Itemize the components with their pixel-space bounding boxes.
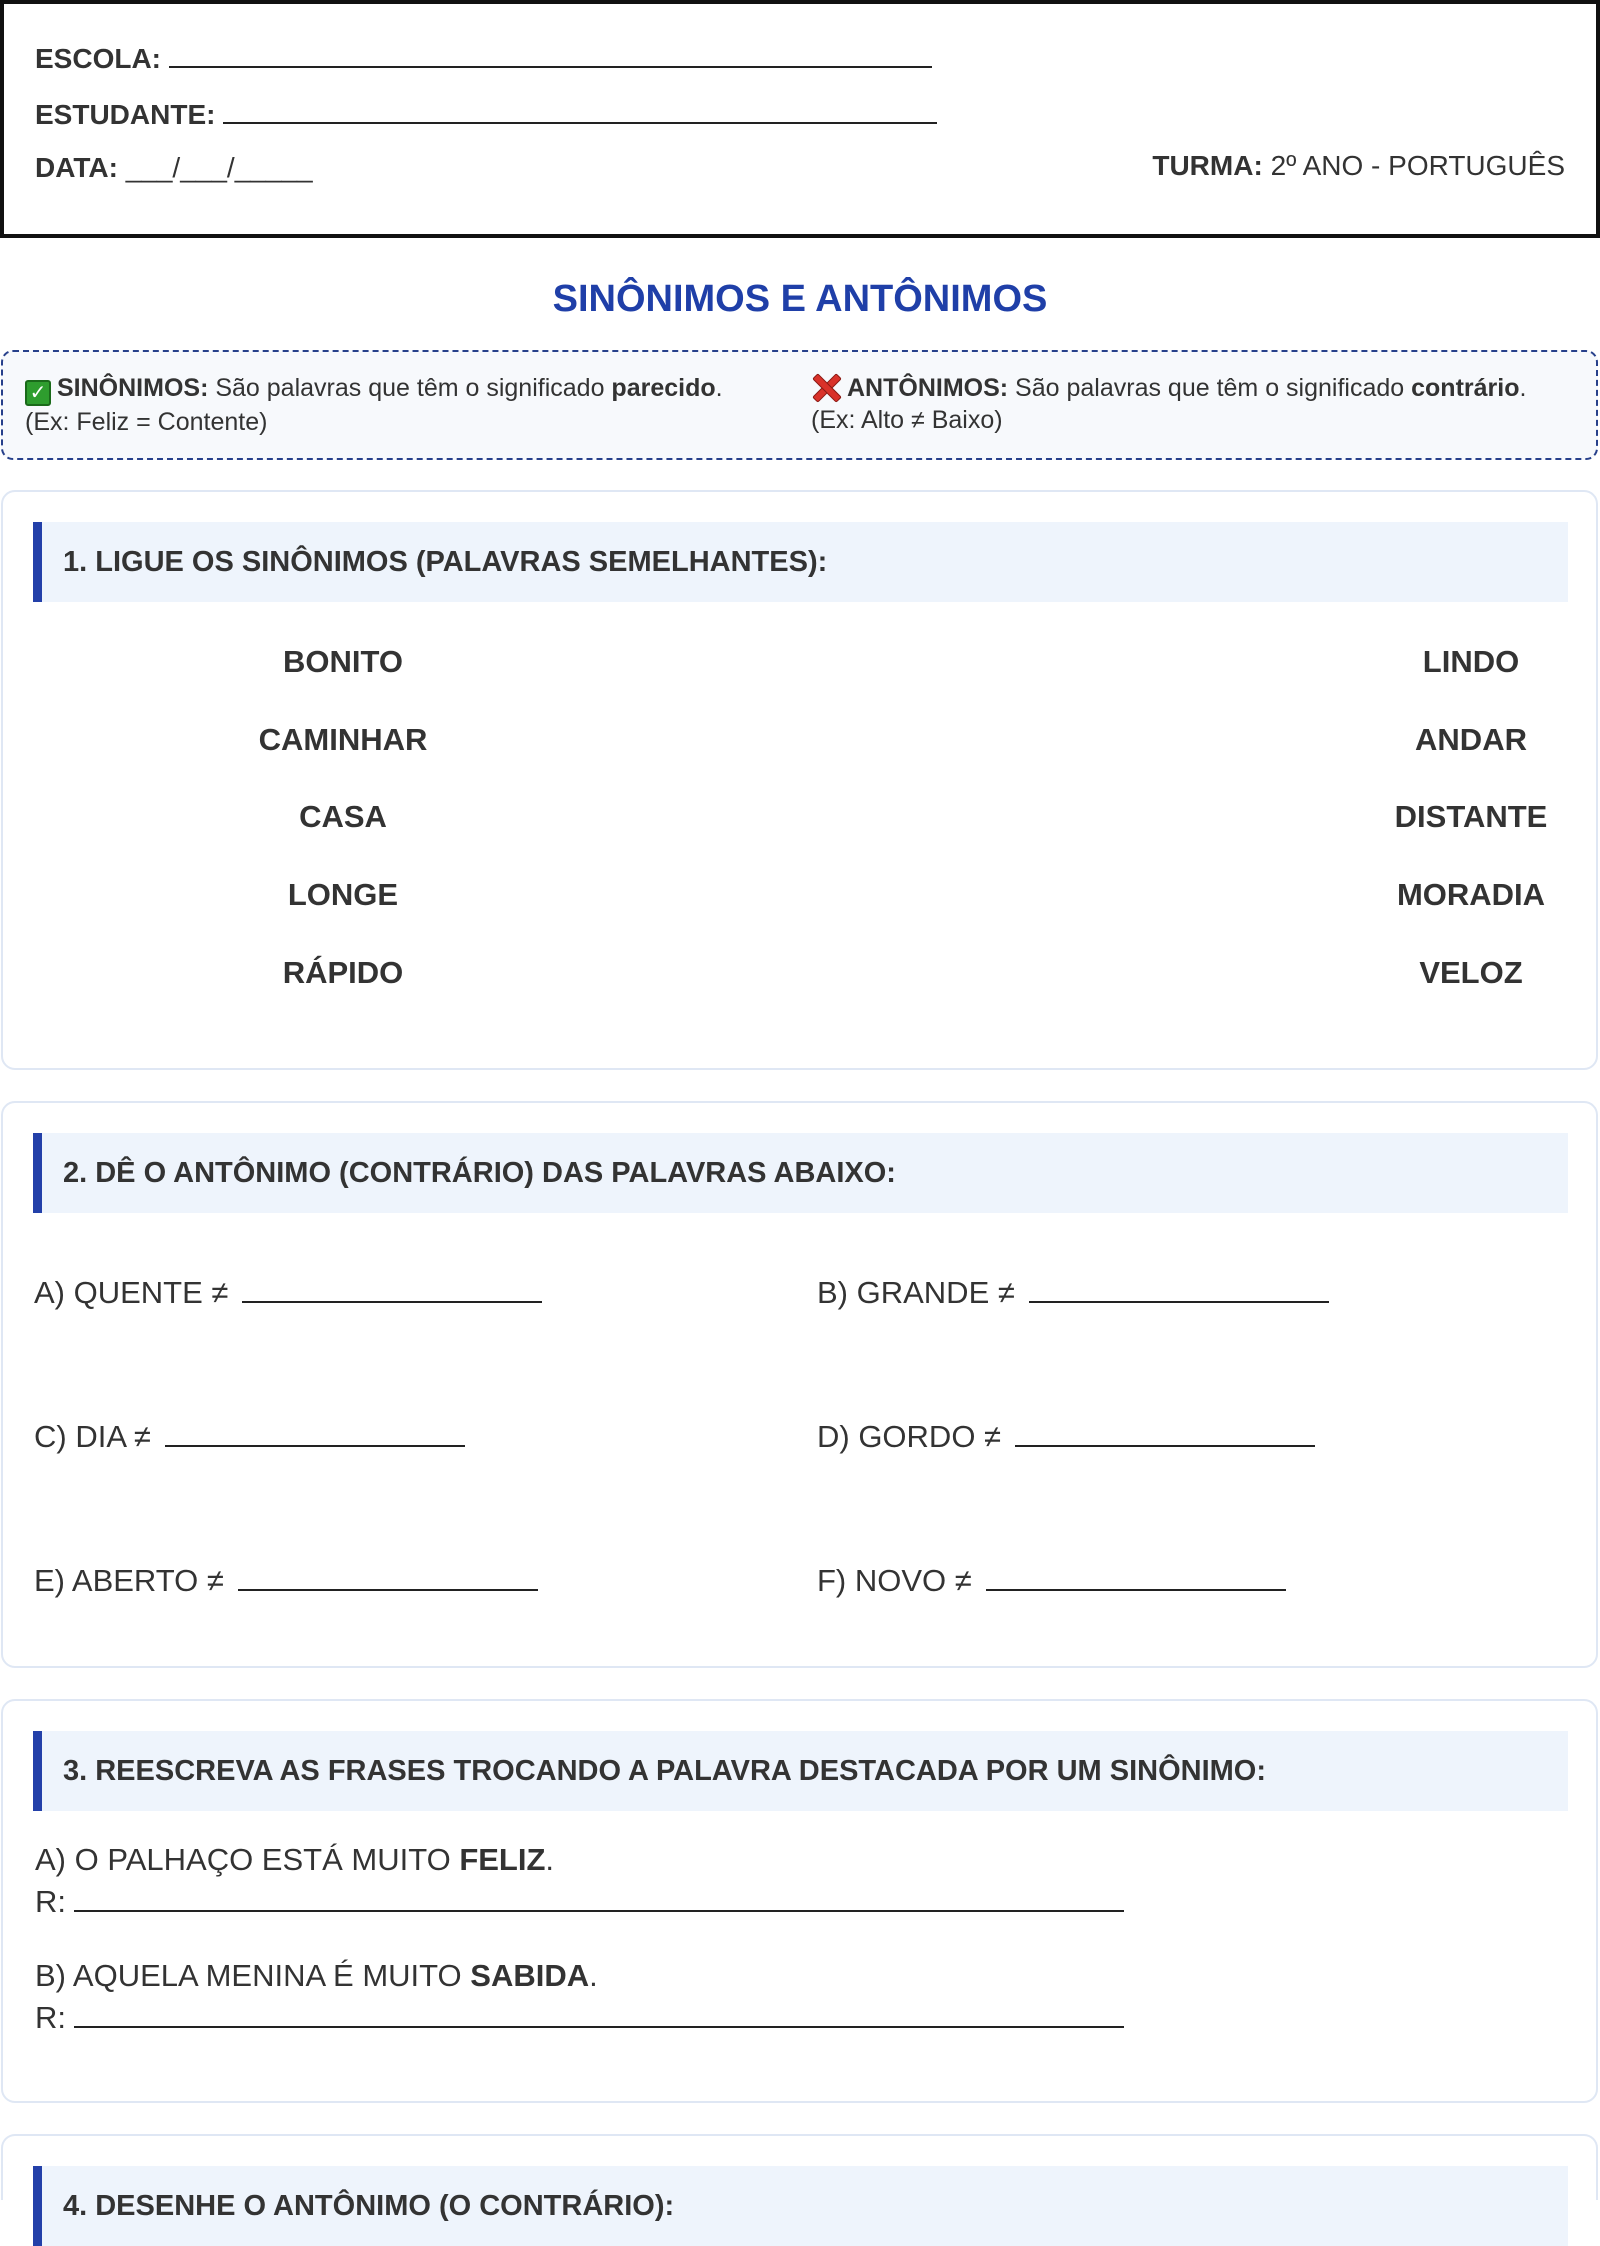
school-blank-line[interactable] xyxy=(169,40,932,68)
antonym-word: C) DIA ≠ xyxy=(34,1419,151,1454)
antonyms-text: São palavras que têm o significado xyxy=(1008,374,1412,402)
page-title: SINÔNIMOS E ANTÔNIMOS xyxy=(552,278,1048,320)
antonyms-emphasis: contrário xyxy=(1411,374,1520,402)
section-rewrite xyxy=(1,1699,1598,2103)
left-word[interactable]: BONITO xyxy=(283,644,403,679)
answer-row xyxy=(35,1884,1124,1919)
antonym-item xyxy=(34,1561,538,1599)
section-antonyms xyxy=(1,1101,1598,1668)
cross-icon xyxy=(811,372,839,400)
antonym-item xyxy=(817,1417,1315,1455)
right-word[interactable]: MORADIA xyxy=(1396,877,1546,912)
definitions-box xyxy=(1,350,1598,460)
section-2-heading: 2. DÊ O ANTÔNIMO (CONTRÁRIO) DAS PALAVRAS ABAIXO: xyxy=(33,1133,1568,1213)
right-word[interactable]: ANDAR xyxy=(1415,722,1527,757)
antonym-item xyxy=(34,1273,542,1311)
antonym-item xyxy=(817,1273,1329,1311)
antonym-word: E) ABERTO ≠ xyxy=(34,1563,224,1598)
student-label: ESTUDANTE: xyxy=(35,99,216,130)
section-3-heading: 3. REESCREVA AS FRASES TROCANDO A PALAVRA DESTACADA POR UM SINÔNIMO: xyxy=(33,1731,1568,1811)
synonyms-term: SINÔNIMOS: xyxy=(57,374,209,402)
answer-label: R: xyxy=(35,1884,66,1919)
section-1-heading: 1. LIGUE OS SINÔNIMOS (PALAVRAS SEMELHANTES): xyxy=(33,522,1568,602)
antonyms-term: ANTÔNIMOS: xyxy=(847,374,1009,402)
antonym-word: F) NOVO ≠ xyxy=(817,1563,972,1598)
answer-line[interactable] xyxy=(74,1882,1124,1912)
class-info xyxy=(1152,150,1565,182)
answer-line[interactable] xyxy=(74,1998,1124,2028)
antonym-item xyxy=(34,1417,465,1455)
answer-blank[interactable] xyxy=(165,1417,465,1447)
antonyms-period: . xyxy=(1519,374,1527,402)
synonyms-emphasis: parecido xyxy=(611,374,716,402)
right-word[interactable]: LINDO xyxy=(1422,644,1520,679)
school-label: ESCOLA: xyxy=(35,43,161,74)
sentence-item xyxy=(35,1839,1124,1923)
left-word[interactable]: LONGE xyxy=(287,877,399,912)
answer-blank[interactable] xyxy=(1015,1417,1315,1447)
answer-blank[interactable] xyxy=(986,1561,1286,1591)
date-label: DATA: xyxy=(35,152,118,183)
answer-blank[interactable] xyxy=(1029,1273,1329,1303)
class-label: TURMA: xyxy=(1152,150,1263,181)
header-box xyxy=(0,0,1600,238)
synonyms-example: (Ex: Feliz = Contente) xyxy=(25,408,268,436)
check-icon: ✓ xyxy=(25,380,51,406)
answer-row xyxy=(35,2000,1124,2035)
left-word[interactable]: RÁPIDO xyxy=(282,955,404,990)
sentence-item xyxy=(35,1955,1124,2039)
sentence-period: . xyxy=(545,1842,555,1877)
sentence-period: . xyxy=(589,1958,598,1993)
class-value: 2º ANO - PORTUGUÊS xyxy=(1270,150,1565,181)
synonyms-period: . xyxy=(715,374,723,402)
school-row xyxy=(35,40,932,75)
highlighted-word: SABIDA xyxy=(470,1958,590,1993)
antonyms-example: (Ex: Alto ≠ Baixo) xyxy=(811,406,1003,434)
antonym-word: A) QUENTE ≠ xyxy=(34,1275,229,1310)
right-word[interactable]: VELOZ xyxy=(1419,955,1523,990)
answer-label: R: xyxy=(35,2000,66,2035)
highlighted-word: FELIZ xyxy=(459,1842,546,1877)
antonym-word: D) GORDO ≠ xyxy=(817,1419,1002,1454)
synonyms-definition xyxy=(25,372,723,438)
date-blanks[interactable]: ___/___/_____ xyxy=(125,152,313,183)
sentence-text: A) O PALHAÇO ESTÁ MUITO xyxy=(35,1842,460,1877)
sentence-text: B) AQUELA MENINA É MUITO xyxy=(35,1958,471,1993)
antonyms-definition xyxy=(811,372,1526,436)
answer-blank[interactable] xyxy=(242,1273,542,1303)
answer-blank[interactable] xyxy=(238,1561,538,1591)
student-row xyxy=(35,96,937,131)
right-word[interactable]: DISTANTE xyxy=(1394,799,1548,834)
left-word[interactable]: CAMINHAR xyxy=(258,722,428,757)
left-word[interactable]: CASA xyxy=(299,799,387,834)
section-4-heading: 4. DESENHE O ANTÔNIMO (O CONTRÁRIO): xyxy=(33,2166,1568,2246)
section-draw-antonym xyxy=(1,2134,1598,2222)
student-blank-line[interactable] xyxy=(223,96,937,124)
date-row xyxy=(35,152,313,184)
antonym-word: B) GRANDE ≠ xyxy=(817,1275,1015,1310)
antonym-item xyxy=(817,1561,1286,1599)
synonyms-text: São palavras que têm o significado xyxy=(208,374,612,402)
section-match-synonyms xyxy=(1,490,1598,1070)
